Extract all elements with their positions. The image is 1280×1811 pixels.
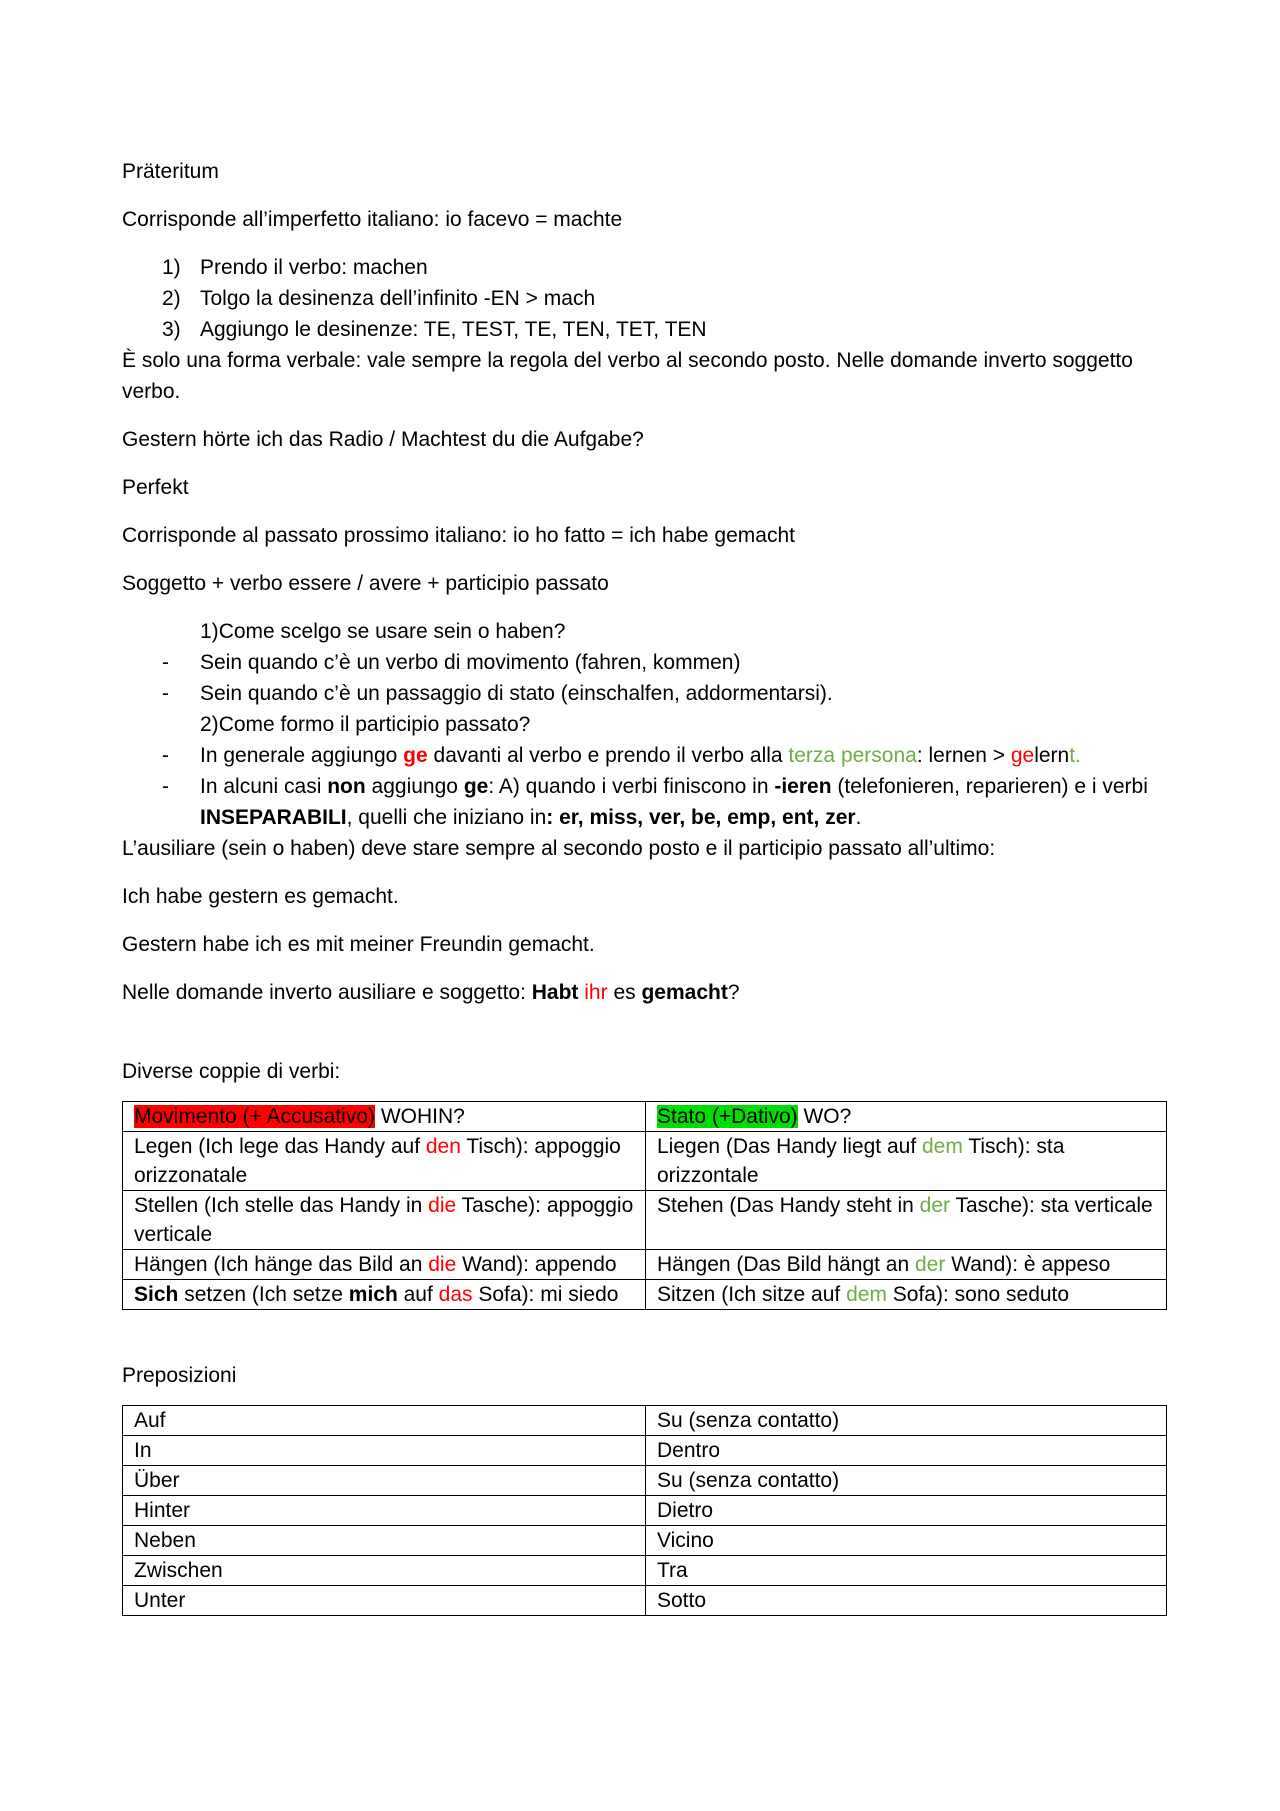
list-item: - Sein quando c’è un passaggio di stato (einschalfen, addormentarsi).: [162, 682, 833, 705]
document-body: [122, 156, 1167, 1666]
perfekt-example-1: Ich habe gestern es gemacht.: [122, 885, 399, 908]
table-cell: Dietro: [646, 1496, 1167, 1526]
table-cell: Hängen (Das Bild hängt an der Wand): è appeso: [646, 1250, 1167, 1280]
table-row: [123, 1102, 1167, 1132]
prateritum-rule: È solo una forma verbale: vale sempre la regola del verbo al secondo posto. Nelle domande inverto soggetto verbo.: [122, 349, 1133, 403]
prateritum-intro: Corrisponde all’imperfetto italiano: io facevo = machte: [122, 208, 623, 231]
prateritum-example: Gestern hörte ich das Radio / Machtest du die Aufgabe?: [122, 428, 644, 451]
perfekt-aux-rule: L’ausiliare (sein o haben) deve stare sempre al secondo posto e il participio passato all’ultimo:: [122, 837, 996, 860]
table-row: [123, 1132, 1167, 1191]
list-item: - In generale aggiungo ge davanti al verbo e prendo il verbo alla terza persona: lernen > gelernt.: [162, 744, 1081, 767]
prateritum-steps: [122, 252, 1167, 345]
heading-prateritum: Präteritum: [122, 160, 219, 183]
perfekt-example-2: Gestern habe ich es mit meiner Freundin gemacht.: [122, 933, 595, 956]
table-cell: Tra: [646, 1556, 1167, 1586]
table-cell: Liegen (Das Handy liegt auf dem Tisch): sta orizzontale: [646, 1132, 1167, 1191]
list-item: 2) Tolgo la desinenza dell’infinito -EN > mach: [162, 287, 596, 310]
table-cell: In: [123, 1436, 646, 1466]
list-item: 1)Come scelgo se usare sein o haben?: [200, 620, 566, 643]
table-row: [123, 1191, 1167, 1250]
verbs-table: [122, 1101, 1167, 1310]
table-cell: Sich setzen (Ich setze mich auf das Sofa): mi siedo: [123, 1280, 646, 1310]
verbs-table-label: Diverse coppie di verbi:: [122, 1060, 341, 1083]
table-cell: Stellen (Ich stelle das Handy in die Tasche): appoggio verticale: [123, 1191, 646, 1250]
table-cell: Su (senza contatto): [646, 1466, 1167, 1496]
table-cell: Stato (+Dativo) WO?: [646, 1102, 1167, 1132]
list-item: 2)Come formo il participio passato?: [200, 713, 531, 736]
list-item: - In alcuni casi non aggiungo ge: A) quando i verbi finiscono in -ieren (telefonieren, reparieren) e i verbi INSEPARABILI, quelli che iniziano in: er, miss, ver, be, emp, ent, zer.: [162, 775, 1148, 829]
table-row: [123, 1466, 1167, 1496]
list-item: 1) Prendo il verbo: machen: [162, 256, 428, 279]
perfekt-intro: Corrisponde al passato prossimo italiano: io ho fatto = ich habe gemacht: [122, 524, 795, 547]
table-cell: Dentro: [646, 1436, 1167, 1466]
table-cell: Über: [123, 1466, 646, 1496]
prepositions-table-label: Preposizioni: [122, 1364, 237, 1387]
table-cell: Sitzen (Ich sitze auf dem Sofa): sono seduto: [646, 1280, 1167, 1310]
table-row: [123, 1586, 1167, 1616]
table-row: [123, 1556, 1167, 1586]
table-row: [123, 1496, 1167, 1526]
table-row: [123, 1250, 1167, 1280]
table-row: [123, 1280, 1167, 1310]
table-cell: Zwischen: [123, 1556, 646, 1586]
table-cell: Legen (Ich lege das Handy auf den Tisch): appoggio orizzonatale: [123, 1132, 646, 1191]
table-cell: Su (senza contatto): [646, 1406, 1167, 1436]
heading-perfekt: Perfekt: [122, 476, 189, 499]
table-cell: Hängen (Ich hänge das Bild an die Wand): appendo: [123, 1250, 646, 1280]
table-cell: Vicino: [646, 1526, 1167, 1556]
perfekt-question-rule: Nelle domande inverto ausiliare e soggetto: Habt ihr es gemacht?: [122, 981, 740, 1004]
perfekt-formula: Soggetto + verbo essere / avere + participio passato: [122, 572, 609, 595]
list-item: - Sein quando c’è un verbo di movimento (fahren, kommen): [162, 651, 741, 674]
table-cell: Hinter: [123, 1496, 646, 1526]
table-cell: Auf: [123, 1406, 646, 1436]
table-cell: Stehen (Das Handy steht in der Tasche): sta verticale: [646, 1191, 1167, 1250]
table-row: [123, 1436, 1167, 1466]
perfekt-list: [122, 616, 1167, 833]
prepositions-table: [122, 1405, 1167, 1616]
table-row: [123, 1526, 1167, 1556]
table-cell: Movimento (+ Accusativo) WOHIN?: [123, 1102, 646, 1132]
list-item: 3) Aggiungo le desinenze: TE, TEST, TE, TEN, TET, TEN: [162, 318, 707, 341]
table-row: [123, 1406, 1167, 1436]
table-cell: Sotto: [646, 1586, 1167, 1616]
table-cell: Neben: [123, 1526, 646, 1556]
table-cell: Unter: [123, 1586, 646, 1616]
